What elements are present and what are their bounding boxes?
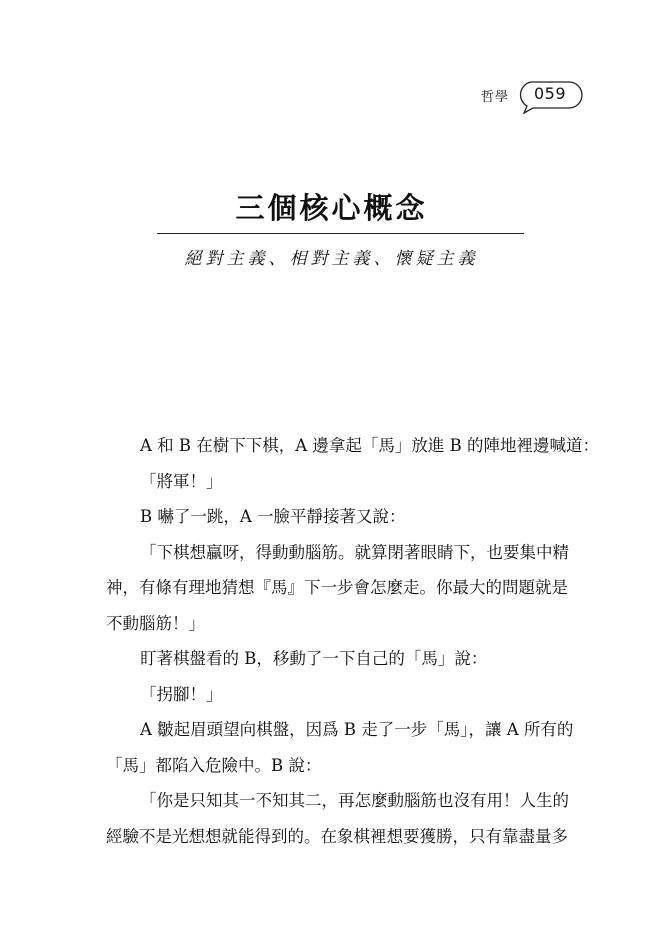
body-line: 神，有條有理地猜想『馬』下一步會怎麼走。你最大的問題就是 <box>106 578 568 597</box>
page-number-bubble <box>517 80 583 110</box>
section-label: 哲學 <box>480 89 509 105</box>
body-text <box>106 428 600 854</box>
body-line: A 皺起眉頭望向棋盤，因爲 B 走了一步「馬」，讓 A 所有的 <box>140 720 574 739</box>
page-header <box>481 80 583 110</box>
body-line: 盯著棋盤看的 B，移動了一下自己的「馬」說： <box>140 649 488 668</box>
body-line: A 和 B 在樹下下棋，A 邊拿起「馬」放進 B 的陣地裡邊喊道： <box>140 436 600 455</box>
body-line: 不動腦筋！」 <box>106 613 205 633</box>
body-line: 「下棋想贏呀，得動動腦筋。就算閉著眼睛下，也要集中精 <box>140 542 569 562</box>
page-subtitle: 絕對主義、相對主義、懷疑主義 <box>184 249 479 269</box>
page-title: 三個核心概念 <box>235 191 428 225</box>
body-line: B 嚇了一跳，A 一臉平靜接著又說： <box>140 507 406 526</box>
body-line: 經驗不是光想想就能得到的。在象棋裡想要獲勝，只有靠盡量多 <box>106 826 568 846</box>
body-line: 「將軍！」 <box>140 471 223 491</box>
body-line: 「馬」都陷入危險中。B 說： <box>106 755 322 775</box>
body-line: 「你是只知其一不知其二，再怎麼動腦筋也沒有用！人生的 <box>140 791 569 810</box>
page-number: 059 <box>533 84 567 103</box>
title-divider <box>157 233 524 234</box>
body-line: 「拐腳！」 <box>140 684 223 704</box>
